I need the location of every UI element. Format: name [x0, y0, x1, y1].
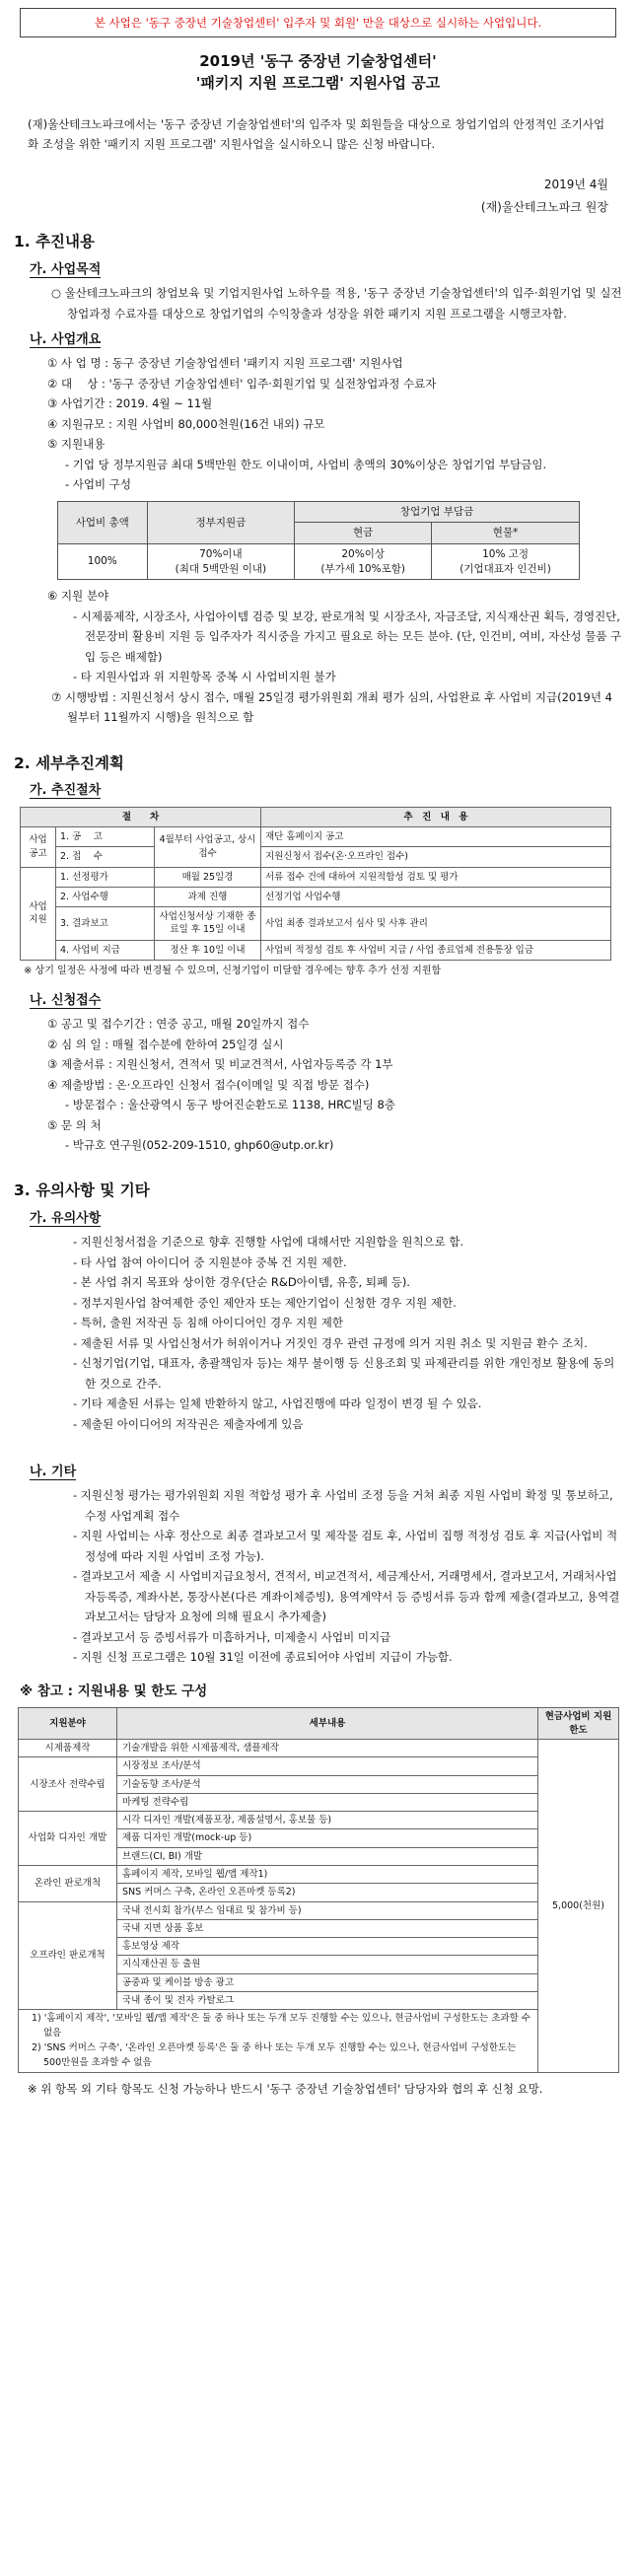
caution-item: - 제출된 서류 및 사업신청서가 허위이거나 거짓인 경우 관련 규정에 의거 지원 취소 및 지원금 환수 조치.: [73, 1335, 588, 1350]
content-cell: 선정기업 사업수행: [261, 887, 611, 906]
table-row: [21, 867, 611, 887]
notice-banner: 본 사업은 '동구 중장년 기술창업센터' 입주자 및 회원' 만을 대상으로 실시하는 사업입니다.: [20, 8, 616, 37]
reference-title: ※ 참고 : 지원내용 및 한도 구성: [20, 1683, 208, 1700]
cell-cash: 20%이상 (부가세 10%포함): [295, 544, 432, 580]
caution-item: - 지원신청서접을 기준으로 향후 진행할 사업에 대해서만 지원함을 원칙으로 함.: [73, 1235, 464, 1250]
section-3b-title: 나. 기타: [30, 1465, 77, 1480]
table-row: [19, 1739, 619, 1756]
detail-cell: 기술개발을 위한 시제품제작, 샘플제작: [117, 1739, 538, 1756]
overview-item: ⑦ 시행방법 : 지원신청서 상시 접수, 매월 25일경 평가위원회 개최 평가 심의, 사업완료 후 사업비 지급(2019년 4월부터 11월까지 시행)을 원칙으로 함: [51, 689, 612, 725]
period-cell: 과제 진행: [155, 887, 261, 906]
step-cell: 2. 접 수: [56, 847, 155, 867]
detail-cell: 기술동향 조사/분석: [117, 1775, 538, 1793]
step-cell: 2. 사업수행: [56, 887, 155, 906]
cost-structure-table: [57, 501, 580, 581]
caution-item: - 정부지원사업 참여제한 중인 제안자 또는 제안기업이 신청한 경우 지원 제한.: [73, 1295, 457, 1310]
col-header-limit: 현금사업비 지원한도: [538, 1708, 619, 1740]
apply-item: ④ 제출방법 : 온·오프라인 신청서 접수(이메일 및 직접 방문 접수): [47, 1077, 370, 1092]
footnote: 1) '홈페이지 제작', '모바일 웹/앱 제작'은 둘 중 하나 또는 두개 모두 진행할 수는 있으나, 현금사업비 구성한도는 초과할 수 없음: [32, 2013, 530, 2039]
apply-item: ① 공고 및 접수기간 : 연중 공고, 매월 20일까지 접수: [47, 1017, 310, 1032]
etc-item: - 지원 사업비는 사후 정산으로 최종 결과보고서 및 제작물 검토 후, 사업비 집행 적정성 검토 후 지급(사업비 적정성에 따라 지원 사업비 조정 가능).: [73, 1529, 618, 1563]
table-row: [21, 826, 611, 846]
content-cell: 서류 접수 건에 대하여 지원적합성 검토 및 평가: [261, 867, 611, 887]
table-row: [19, 1866, 619, 1884]
footnote-cell: [19, 2010, 538, 2073]
section-1-title: 1. 추진내용: [14, 233, 95, 251]
section-2b-title: 나. 신청접수: [30, 993, 102, 1008]
period-cell: 매월 25일경: [155, 867, 261, 887]
overview-item: ④ 지원규모 : 지원 사업비 80,000천원(16건 내외) 규모: [47, 416, 325, 431]
etc-item: - 지원 신청 프로그램은 10월 31일 이전에 종료되어야 사업비 지급이 가능함.: [73, 1649, 453, 1664]
caution-item: - 제출된 아이디어의 저작권은 제출자에게 있음: [73, 1416, 304, 1431]
caution-item: - 본 사업 취지 목표와 상이한 경우(단순 R&D아이템, 유흥, 퇴폐 등).: [73, 1275, 410, 1290]
apply-item: - 방문접수 : 울산광역시 동구 방어진순환도로 1138, HRC빌딩 8층: [65, 1098, 395, 1112]
signature: (재)울산테크노파크 원장: [480, 199, 608, 214]
support-limit-table: [18, 1707, 619, 2073]
col-header-field: 지원분야: [19, 1708, 117, 1740]
step-cell: 1. 공 고: [56, 826, 155, 846]
detail-cell: 마케팅 전략수립: [117, 1793, 538, 1811]
table-row: [21, 887, 611, 906]
detail-cell: 홈페이지 제작, 모바일 웹/앱 제작1): [117, 1866, 538, 1884]
field-line: - 타 지원사업과 위 지원항목 중복 시 사업비지원 불가: [73, 670, 336, 684]
apply-item: ② 심 의 일 : 매월 접수분에 한하여 25일경 실시: [47, 1037, 284, 1051]
etc-item: - 결과보고서 등 증빙서류가 미흡하거나, 미제출시 사업비 미지급: [73, 1629, 391, 1644]
detail-cell: 공중파 및 케이블 방송 광고: [117, 1973, 538, 1991]
apply-item: ⑤ 문 의 처: [47, 1117, 102, 1132]
period-cell: 사업신청서상 기재한 종료일 후 15일 이내: [155, 907, 261, 941]
apply-item: ③ 제출서류 : 지원신청서, 견적서 및 비교견적서, 사업자등록증 각 1부: [47, 1057, 393, 1072]
overview-item: ⑤ 지원내용: [47, 437, 106, 452]
field-cell: 시장조사 전략수립: [19, 1757, 117, 1812]
title-line-2: '패키지 지원 프로그램' 지원사업 공고: [195, 73, 441, 92]
col-header-cash: 현금: [295, 523, 432, 544]
period-cell: 정산 후 10일 이내: [155, 940, 261, 960]
detail-cell: 홍보영상 제작: [117, 1938, 538, 1956]
detail-cell: 국내 전시회 참가(부스 임대료 및 참가비 등): [117, 1901, 538, 1919]
detail-cell: 국내 종이 및 전자 카탈로그: [117, 1992, 538, 2010]
etc-item: - 결과보고서 제출 시 사업비지급요청서, 견적서, 비교견적서, 세금계산서, 거래명세서, 결과보고서, 거래처사업자등록증, 계좌사본, 통장사본(다른 계좌이체증빙), 용역계약서 등 증빙서류 등과 함께 제출(결과보고, 용역결과보고서는 담당자 요청에 의해 필요시 추가제출): [73, 1569, 620, 1624]
footnote: 2) 'SNS 커머스 구축', '온라인 오픈마켓 등록'은 둘 중 하나 또는 두개 모두 진행할 수는 있으나, 현금사업비 구성한도는 500만원을 초과할 수 없음: [32, 2041, 517, 2068]
step-cell: 4. 사업비 지급: [56, 940, 155, 960]
detail-cell: 제품 디자인 개발(mock-up 등): [117, 1829, 538, 1847]
table-row: [19, 1901, 619, 1919]
caution-item: - 신청기업(기업, 대표자, 총괄책임자 등)는 채무 불이행 등 신용조회 및 파제관리를 위한 개인정보 활용에 동의한 것으로 간주.: [73, 1356, 615, 1391]
step-cell: 1. 선정평가: [56, 867, 155, 887]
col-header-detail: 세부내용: [117, 1708, 538, 1740]
support-line: - 기업 당 정부지원금 최대 5백만원 한도 이내이며, 사업비 총액의 30%이상은 창업기업 부담금임.: [65, 457, 547, 471]
intro-paragraph: (재)울산테크노파크에서는 '동구 중장년 기술창업센터'의 입주자 및 회원들을 대상으로 창업기업의 안정적인 조기사업화 조성을 위한 '패키지 지원 프로그램' 지원사업을 실시하오니 많은 신청 바랍니다.: [28, 116, 605, 151]
detail-cell: 브랜드(CI, BI) 개발: [117, 1847, 538, 1865]
date-block: [14, 174, 622, 219]
section-3a-title: 가. 유의사항: [30, 1211, 102, 1227]
table-row: [21, 847, 611, 867]
overview-item: ③ 사업기간 : 2019. 4월 ~ 11월: [47, 396, 213, 411]
contact-info: - 박규호 연구원(052-209-1510, ghp60@utp.or.kr): [65, 1138, 334, 1152]
col-header-step: 절 차: [21, 807, 261, 826]
table-row: [21, 940, 611, 960]
col-header-inkind: 현물*: [432, 523, 580, 544]
group-label: 사업공고: [21, 826, 56, 867]
cell-gov: 70%이내 (최대 5백만원 이내): [147, 544, 295, 580]
field-cell: 시제품제작: [19, 1739, 117, 1756]
document-title: [14, 51, 622, 95]
content-cell: 재단 홈페이지 공고: [261, 826, 611, 846]
announcement-date: 2019년 4월: [543, 177, 608, 191]
limit-cell: 5,000(천원): [538, 1739, 619, 2072]
detail-cell: SNS 커머스 구축, 온라인 오픈마켓 등록2): [117, 1884, 538, 1901]
col-header-burden: 창업기업 부담금: [295, 501, 580, 523]
overview-item: ⑥ 지원 분야: [47, 589, 109, 604]
support-line: - 사업비 구성: [65, 477, 132, 492]
content-cell: 지원신청서 접수(온·오프라인 접수): [261, 847, 611, 867]
caution-item: - 타 사업 참여 아이디어 중 지원분야 중복 건 지원 제한.: [73, 1254, 347, 1269]
group-label: 사업지원: [21, 867, 56, 960]
period-cell: 4월부터 사업공고, 상시 접수: [155, 826, 261, 867]
field-line: - 시제품제작, 시장조사, 사업아이템 검증 및 보강, 판로개척 및 시장조사, 자금조달, 지식재산권 획득, 경영진단, 전문장비 활용비 지원 등 입주자가 직시중을 가지고 필요로 하는 모든 분야. (단, 인건비, 여비, 자산성 물품 구입 등은 배제함): [73, 608, 622, 664]
caution-item: - 특허, 출원 저작권 등 침해 아이디어인 경우 지원 제한: [73, 1316, 343, 1330]
section-2-title: 2. 세부추진계획: [14, 753, 124, 772]
process-table: [20, 807, 611, 961]
field-cell: 온라인 판로개척: [19, 1866, 117, 1902]
content-cell: 사업 최종 결과보고서 심사 및 사후 관리: [261, 907, 611, 941]
section-1b-title: 나. 사업개요: [30, 332, 102, 348]
table-row: [19, 1812, 619, 1829]
table-row: [21, 907, 611, 941]
title-line-1: 2019년 '동구 중장년 기술창업센터': [199, 52, 437, 71]
field-cell: 사업화 디자인 개발: [19, 1812, 117, 1866]
col-header-gov: 정부지원금: [147, 501, 295, 543]
col-header-total: 사업비 총액: [58, 501, 148, 543]
col-header-content: 추 진 내 용: [261, 807, 611, 826]
cell-total: 100%: [58, 544, 148, 580]
schedule-note: ※ 상기 일정은 사정에 따라 변경될 수 있으며, 신청기업이 미달할 경우에는 향후 추가 선정 지원함: [24, 966, 442, 976]
purpose-text: ○ 울산테크노파크의 창업보육 및 기업지원사업 노하우를 적용, '동구 중장년 기술창업센터'의 입주·회원기업 및 실전창업과정 수료자를 대상으로 창업기업의 수익창출과 성장을 위한 패키지 지원 프로그램을 시행코자함.: [51, 286, 622, 321]
table-row: [19, 1757, 619, 1775]
overview-item: ① 사 업 명 : 동구 중장년 기술창업센터 '패키지 지원 프로그램' 지원사업: [47, 356, 403, 371]
section-3-title: 3. 유의사항 및 기타: [14, 1181, 150, 1200]
section-1a-title: 가. 사업목적: [30, 262, 102, 278]
content-cell: 사업비 적정성 검토 후 사업비 지급 / 사업 종료업체 전용통장 입금: [261, 940, 611, 960]
step-cell: 3. 결과보고: [56, 907, 155, 941]
etc-item: - 지원신청 평가는 평가위원회 지원 적합성 평가 후 사업비 조정 등을 거쳐 최종 지원 사업비 확정 및 통보하고, 수정 사업계획 접수: [73, 1488, 613, 1523]
caution-item: - 기타 제출된 서류는 일체 반환하지 않고, 사업진행에 따라 일정이 변경 될 수 있음.: [73, 1396, 482, 1411]
detail-cell: 지식재산권 등 출원: [117, 1956, 538, 1973]
section-2a-title: 가. 추진절차: [30, 783, 102, 799]
overview-item: ② 대 상 : '동구 중장년 기술창업센터' 입주·회원기업 및 실전창업과정 수료자: [47, 376, 437, 391]
final-note: ※ 위 항목 외 기타 항목도 신청 가능하나 반드시 '동구 중장년 기술창업센터' 담당자와 협의 후 신청 요망.: [28, 2082, 543, 2097]
detail-cell: 시장정보 조사/분석: [117, 1757, 538, 1775]
cell-inkind: 10% 고정 (기업대표자 인건비): [432, 544, 580, 580]
field-cell: 오프라인 판로개척: [19, 1901, 117, 2010]
table-row: [19, 2010, 619, 2073]
detail-cell: 국내 지면 상품 홍보: [117, 1919, 538, 1937]
detail-cell: 시각 디자인 개발(제품포장, 제품설명서, 홍보물 등): [117, 1812, 538, 1829]
